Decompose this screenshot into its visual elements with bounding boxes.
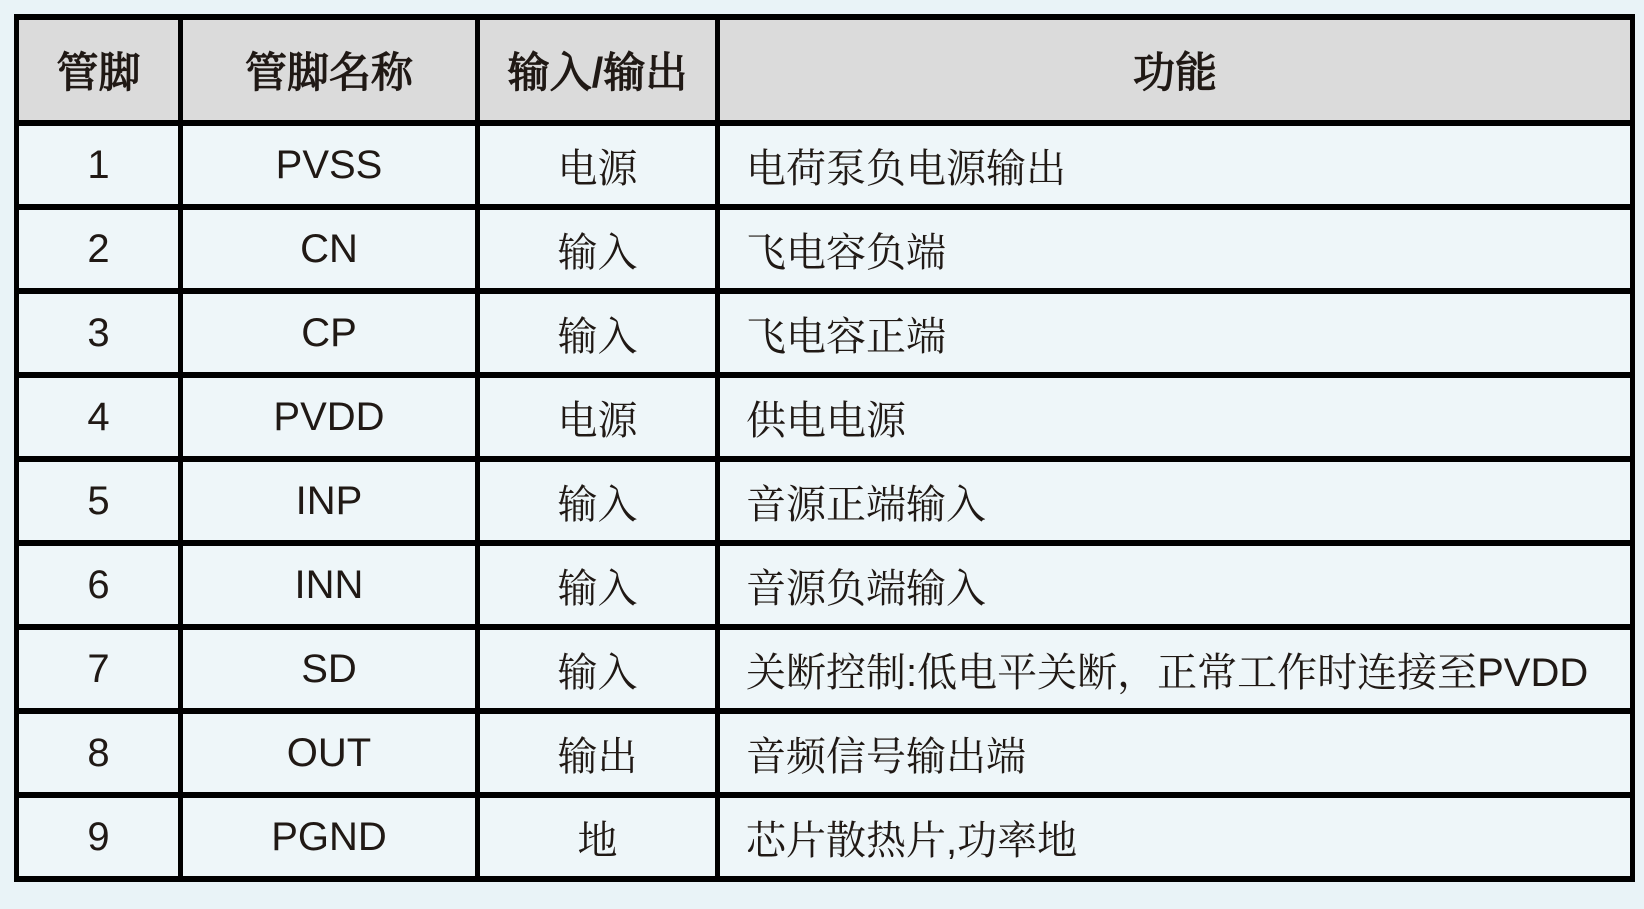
pin-function-cell: 音源正端输入 xyxy=(718,459,1633,543)
pin-function-cell: 关断控制:低电平关断，正常工作时连接至PVDD xyxy=(718,627,1633,711)
pin-number-cell: 9 xyxy=(17,795,181,879)
pin-function-cell: 音频信号输出端 xyxy=(718,711,1633,795)
pin-io-cell: 输出 xyxy=(478,711,718,795)
pin-name-cell: PGND xyxy=(181,795,478,879)
pin-name-cell: CP xyxy=(181,291,478,375)
pin-name-cell: CN xyxy=(181,207,478,291)
pin-io-cell: 电源 xyxy=(478,375,718,459)
column-header-io: 输入/输出 xyxy=(478,17,718,123)
pin-io-cell: 输入 xyxy=(478,627,718,711)
pin-function-cell: 飞电容正端 xyxy=(718,291,1633,375)
pin-name-cell: OUT xyxy=(181,711,478,795)
pin-name-cell: INP xyxy=(181,459,478,543)
pin-io-cell: 输入 xyxy=(478,207,718,291)
pin-number-cell: 4 xyxy=(17,375,181,459)
pin-number-cell: 5 xyxy=(17,459,181,543)
table-row xyxy=(17,207,1633,291)
table-row xyxy=(17,795,1633,879)
pin-name-cell: INN xyxy=(181,543,478,627)
column-header-name: 管脚名称 xyxy=(181,17,478,123)
pin-function-cell: 芯片散热片,功率地 xyxy=(718,795,1633,879)
pin-description-table xyxy=(14,14,1635,882)
table-row xyxy=(17,291,1633,375)
pin-number-cell: 7 xyxy=(17,627,181,711)
column-header-function: 功能 xyxy=(718,17,1633,123)
pin-io-cell: 输入 xyxy=(478,459,718,543)
pin-io-cell: 电源 xyxy=(478,123,718,207)
pin-function-cell: 电荷泵负电源输出 xyxy=(718,123,1633,207)
header-row xyxy=(17,17,1633,123)
pin-function-cell: 音源负端输入 xyxy=(718,543,1633,627)
pin-io-cell: 地 xyxy=(478,795,718,879)
pin-number-cell: 2 xyxy=(17,207,181,291)
column-header-pin: 管脚 xyxy=(17,17,181,123)
pin-number-cell: 8 xyxy=(17,711,181,795)
pin-name-cell: PVSS xyxy=(181,123,478,207)
table-row xyxy=(17,375,1633,459)
table-row xyxy=(17,123,1633,207)
pin-number-cell: 1 xyxy=(17,123,181,207)
table-row xyxy=(17,543,1633,627)
pin-name-cell: SD xyxy=(181,627,478,711)
pin-io-cell: 输入 xyxy=(478,291,718,375)
table-row xyxy=(17,627,1633,711)
pin-function-cell: 供电电源 xyxy=(718,375,1633,459)
pin-number-cell: 3 xyxy=(17,291,181,375)
table-row xyxy=(17,711,1633,795)
table-row xyxy=(17,459,1633,543)
pin-io-cell: 输入 xyxy=(478,543,718,627)
pin-number-cell: 6 xyxy=(17,543,181,627)
pin-function-cell: 飞电容负端 xyxy=(718,207,1633,291)
pin-name-cell: PVDD xyxy=(181,375,478,459)
